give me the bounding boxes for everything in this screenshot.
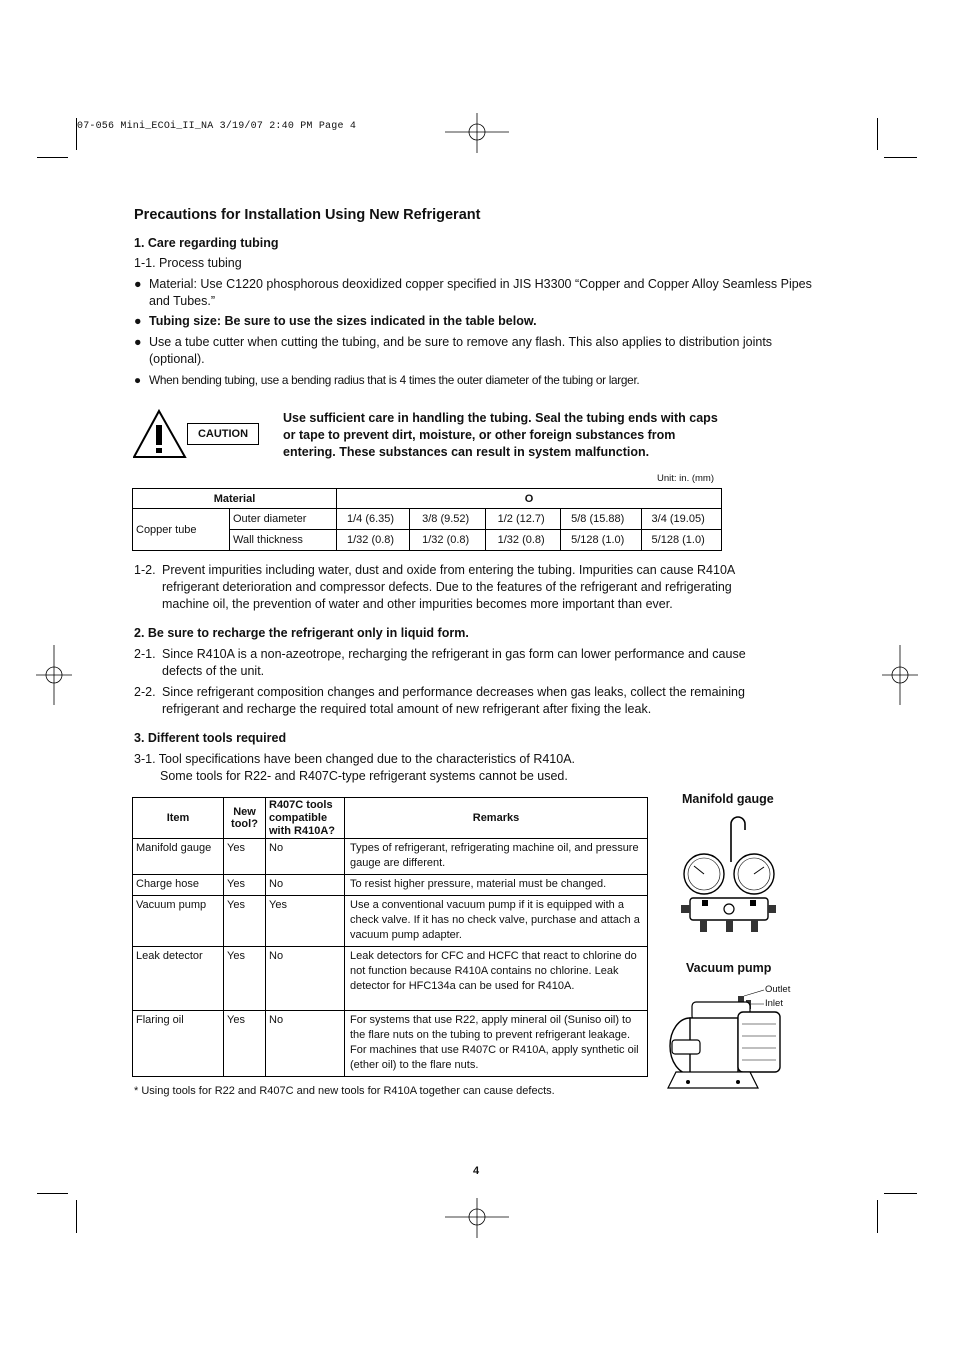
compat-cell: No	[266, 1011, 345, 1077]
crop-mark	[37, 157, 68, 158]
crop-mark	[76, 1200, 77, 1233]
unit-note: Unit: in. (mm)	[657, 473, 714, 484]
page-title: Precautions for Installation Using New Refrigerant	[134, 207, 481, 223]
new-cell: Yes	[224, 839, 266, 875]
registration-mark-top	[445, 113, 509, 153]
warning-triangle-icon	[133, 408, 187, 460]
caution-text: Use sufficient care in handling the tubing. Seal the tubing ends with caps or tape to prevent dirt, moisture, or other foreign substances from entering. These substances can result in system malfunction.	[283, 411, 718, 459]
table-cell: 1/32 (0.8)	[485, 530, 561, 551]
vacuum-pump-caption: Vacuum pump	[686, 961, 772, 975]
header-compatible: R407C tools compatible with R410A?	[266, 798, 345, 839]
table-row	[133, 896, 648, 947]
crop-mark	[877, 1200, 878, 1233]
table-header-row	[133, 489, 722, 509]
paragraph-1-2	[134, 562, 774, 613]
paragraph-number: 2-1.	[134, 647, 156, 661]
table-row	[133, 1011, 648, 1077]
crop-mark	[884, 157, 917, 158]
table-row	[133, 875, 648, 896]
item-cell: Charge hose	[133, 875, 224, 896]
table-cell: 3/8 (9.52)	[410, 509, 486, 530]
paragraph-3-1: 3-1. Tool specifications have been changed due to the characteristics of R410A.	[134, 752, 576, 766]
vacuum-pump-illustration	[666, 984, 786, 1096]
footnote: * Using tools for R22 and R407C and new tools for R410A together can cause defects.	[134, 1085, 555, 1097]
outlet-label: Outlet	[765, 984, 791, 995]
registration-mark-right	[882, 645, 918, 705]
manifold-gauge-illustration	[676, 812, 776, 942]
tools-table	[132, 797, 648, 1077]
table-header-row	[133, 798, 648, 839]
item-cell: Manifold gauge	[133, 839, 224, 875]
header-item: Item	[133, 798, 224, 839]
paragraph-text: Since refrigerant composition changes and performance decreases when gas leaks, collect the remaining refrigerant and recharge the required total amount of new refrigerant after fixing the leak.	[162, 685, 745, 716]
paragraph-2-1	[134, 646, 784, 680]
crop-mark	[877, 118, 878, 150]
bullet-glyph: ●	[134, 335, 142, 349]
material-cell: Copper tube	[133, 509, 230, 551]
bullet-item: ● Tubing size: Be sure to use the sizes indicated in the table below.	[134, 314, 537, 328]
item-cell: Flaring oil	[133, 1011, 224, 1077]
remarks-cell: Types of refrigerant, refrigerating machine oil, and pressure gauge are different.	[345, 839, 648, 875]
table-row	[133, 947, 648, 1011]
table-cell: 3/4 (19.05)	[641, 509, 721, 530]
row-label: Outer diameter	[230, 509, 337, 530]
bullet-item: ● Use a tube cutter when cutting the tubing, and be sure to remove any flash. This also applies to distribution joints (optional).	[134, 335, 773, 366]
remarks-cell: Leak detectors for CFC and HCFC that react to chlorine do not function because R410A contains no chlorine. Leak detector for HFC134a can be used for R410A.	[345, 947, 648, 1011]
bullet-glyph: ●	[134, 314, 142, 328]
header-remarks: Remarks	[345, 798, 648, 839]
bullet-glyph: ●	[134, 373, 141, 387]
table-row	[133, 839, 648, 875]
bullet-item: ● When bending tubing, use a bending radius that is 4 times the outer diameter of the tubing or larger.	[134, 373, 640, 387]
caution-label: CAUTION	[187, 423, 259, 445]
manifold-gauge-caption: Manifold gauge	[682, 792, 774, 806]
section-2-heading: 2. Be sure to recharge the refrigerant only in liquid form.	[134, 626, 469, 640]
tubing-size-table	[132, 488, 722, 551]
paragraph-text: Prevent impurities including water, dust and oxide from entering the tubing. Impurities can cause R410A refrigerant deterioration and compressor defects. Due to the features of the refrigerant and refrigerating machine oil, the prevention of water and other impurities becomes more important than ever.	[162, 563, 735, 611]
paragraph-text: Since R410A is a non-azeotrope, recharging the refrigerant in gas form can lower performance and cause defects of the unit.	[162, 647, 746, 678]
table-cell: 5/128 (1.0)	[561, 530, 641, 551]
new-cell: Yes	[224, 947, 266, 1011]
inlet-label: Inlet	[765, 998, 783, 1009]
compat-cell: No	[266, 947, 345, 1011]
table-cell: 1/32 (0.8)	[337, 530, 410, 551]
table-row	[133, 509, 722, 530]
item-cell: Vacuum pump	[133, 896, 224, 947]
registration-mark-bottom	[445, 1198, 509, 1238]
table-cell: 5/8 (15.88)	[561, 509, 641, 530]
remarks-cell: To resist higher pressure, material must be changed.	[345, 875, 648, 896]
new-cell: Yes	[224, 875, 266, 896]
compat-cell: Yes	[266, 896, 345, 947]
subsection-1-1: 1-1. Process tubing	[134, 256, 242, 270]
section-3-heading: 3. Different tools required	[134, 731, 287, 745]
table-cell: 1/4 (6.35)	[337, 509, 410, 530]
section-1-heading: 1. Care regarding tubing	[134, 236, 279, 250]
paragraph-number: 2-2.	[134, 685, 156, 699]
item-cell: Leak detector	[133, 947, 224, 1011]
compat-cell: No	[266, 839, 345, 875]
header-material: Material	[133, 489, 337, 509]
table-cell: 1/32 (0.8)	[410, 530, 486, 551]
print-slug: 07-056 Mini_ECOi_II_NA 3/19/07 2:40 PM Page 4	[77, 121, 357, 132]
paragraph-number: 1-2.	[134, 563, 156, 577]
remarks-cell: For systems that use R22, apply mineral oil (Suniso oil) to the flare nuts on the tubing to prevent refrigerant leakage. For machines that use R407C or R410A, apply synthetic oil (ether oil) to the flare nuts.	[345, 1011, 648, 1077]
paragraph-2-2	[134, 684, 784, 718]
compat-cell: No	[266, 875, 345, 896]
row-label: Wall thickness	[230, 530, 337, 551]
crop-mark	[884, 1193, 917, 1194]
page-number: 4	[473, 1165, 480, 1177]
registration-mark-left	[36, 645, 72, 705]
paragraph-3-1-cont: Some tools for R22- and R407C-type refrigerant systems cannot be used.	[160, 769, 568, 783]
new-cell: Yes	[224, 1011, 266, 1077]
crop-mark	[37, 1193, 68, 1194]
remarks-cell: Use a conventional vacuum pump if it is equipped with a check valve. If it has no check valve, purchase and attach a vacuum pump adapter.	[345, 896, 648, 947]
new-cell: Yes	[224, 896, 266, 947]
header-new-tool: New tool?	[224, 798, 266, 839]
table-cell: 5/128 (1.0)	[641, 530, 721, 551]
table-cell: 1/2 (12.7)	[485, 509, 561, 530]
header-o: O	[337, 489, 722, 509]
bullet-item: ● Material: Use C1220 phosphorous deoxidized copper specified in JIS H3300 “Copper and Copper Alloy Seamless Pipes and Tubes.”	[134, 277, 812, 308]
bullet-glyph: ●	[134, 277, 142, 291]
